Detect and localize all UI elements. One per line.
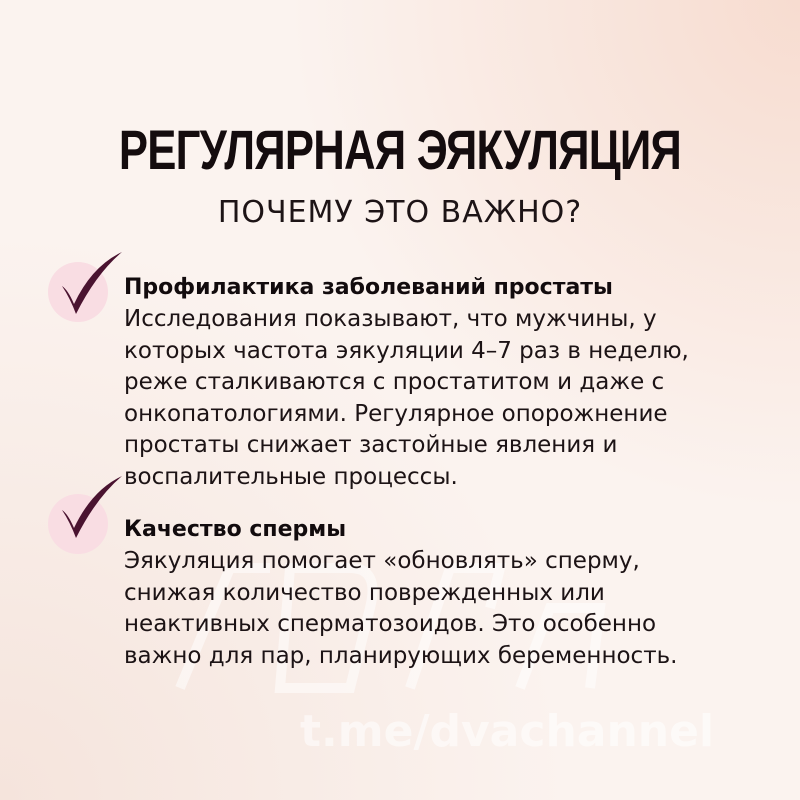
section-sperm-quality — [124, 514, 744, 672]
section-prostate — [124, 272, 744, 493]
body-line: Эякуляция помогает «обновлять» сперму, — [124, 548, 640, 574]
body-line: Исследования показывают, что мужчины, у — [124, 306, 657, 332]
watermark-text: t.me/dvachannel — [300, 706, 715, 757]
section-body — [124, 304, 744, 493]
body-line: простаты снижает застойные явления и — [124, 432, 618, 458]
body-line: которых частота эякуляции 4–7 раз в неделю, — [124, 337, 689, 364]
body-line: воспалительные процессы. — [124, 463, 458, 490]
page-title: РЕГУЛЯРНАЯ ЭЯКУЛЯЦИЯ — [118, 118, 682, 181]
checkmark-icon — [44, 246, 134, 336]
body-line: онкопатологиями. Регулярное опорожнение — [124, 400, 668, 427]
section-heading: Качество спермы — [124, 517, 347, 542]
body-line: снижая количество поврежденных или — [124, 579, 605, 606]
body-line: неактивных сперматозоидов. Это особенно — [124, 611, 657, 637]
page-subtitle: ПОЧЕМУ ЭТО ВАЖНО? — [217, 195, 583, 230]
checkmark-icon — [44, 470, 134, 560]
body-line: важно для пар, планирующих беременность. — [124, 642, 678, 669]
body-line: реже сталкиваются с простатитом и даже с — [124, 369, 665, 395]
section-body — [124, 546, 744, 672]
section-heading: Профилактика заболеваний простаты — [124, 275, 613, 300]
